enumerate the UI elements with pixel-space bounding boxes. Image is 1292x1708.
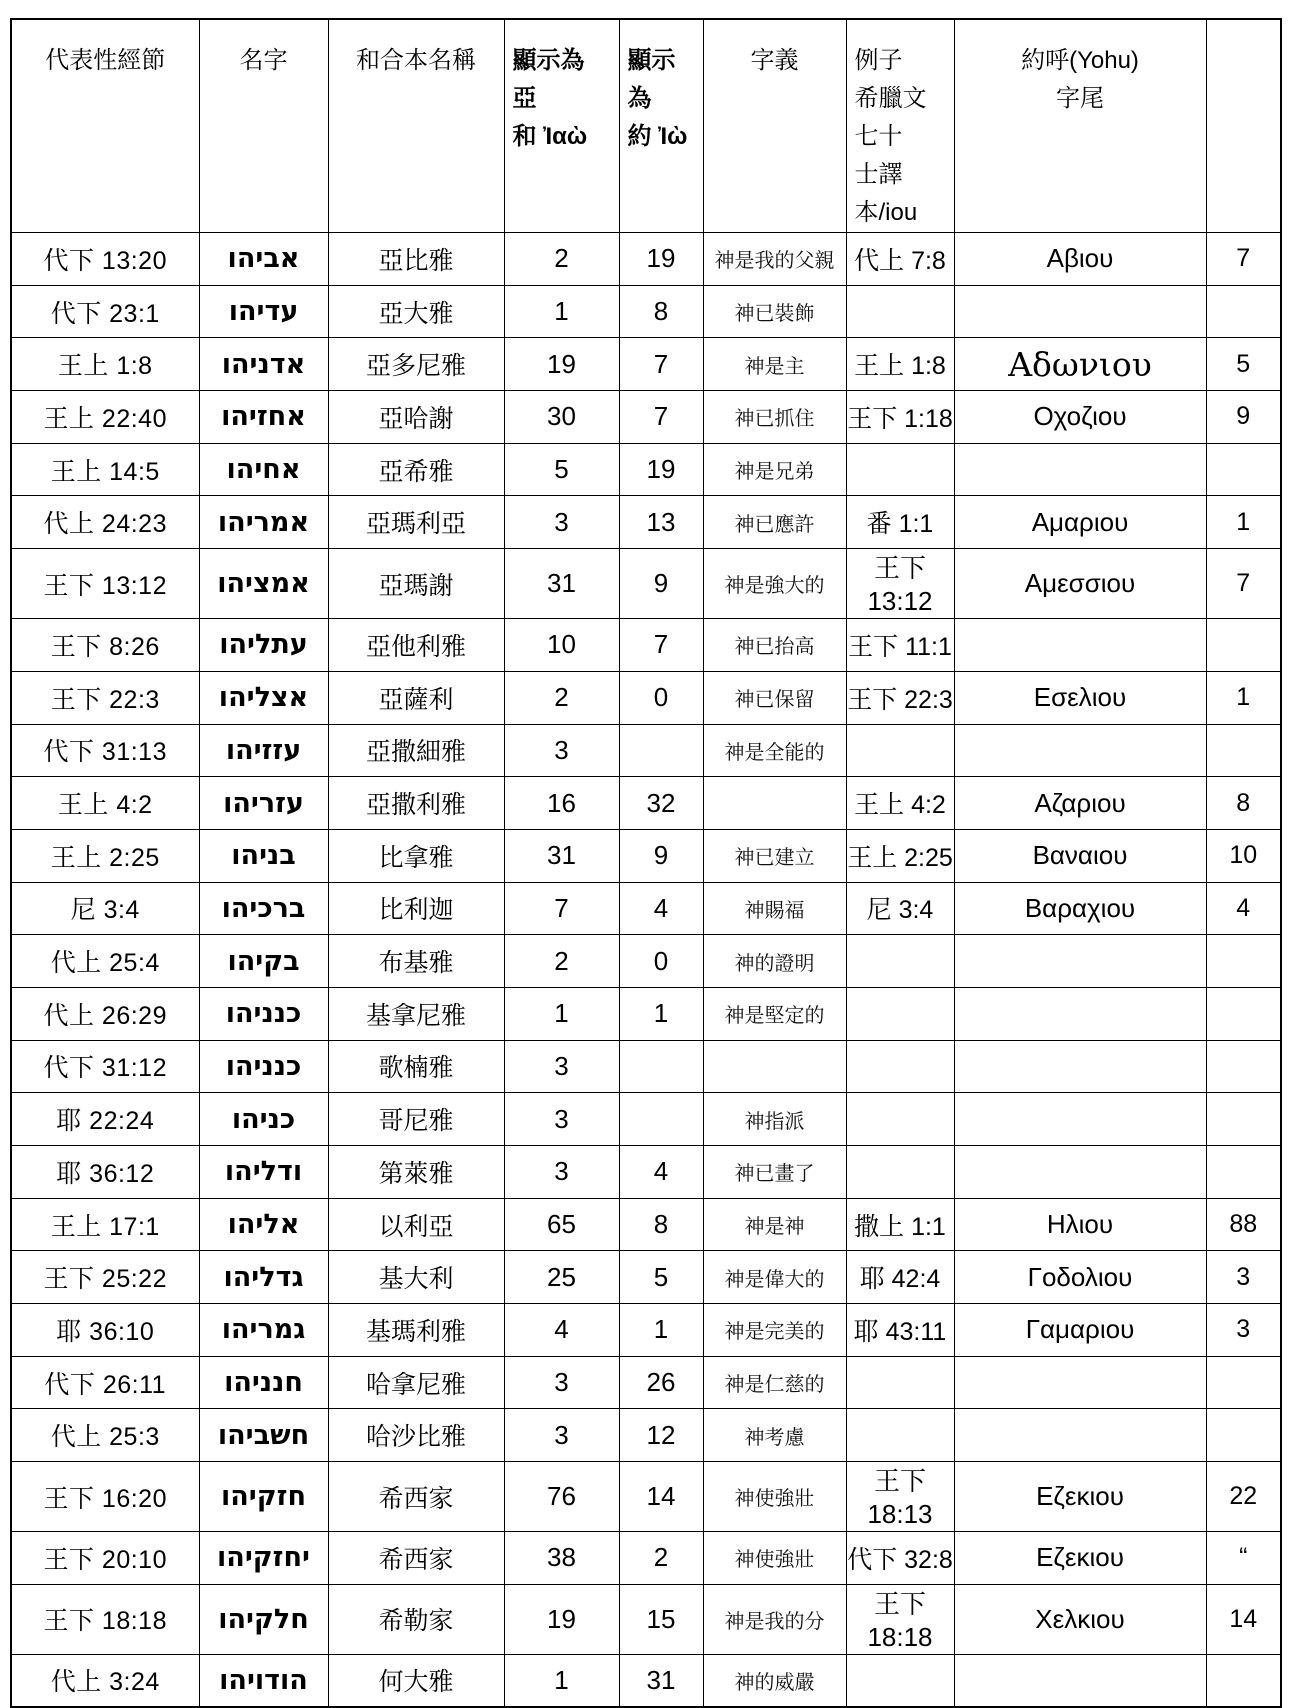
cell-hebrew-name: עתליהו <box>199 619 328 672</box>
header-yo-count <box>619 19 703 233</box>
cell-verse: 代上 25:3 <box>11 1409 199 1462</box>
cell-hebrew-name: כנניהו <box>199 1040 328 1093</box>
cell-hebrew-name: ודליהו <box>199 1146 328 1199</box>
cell-yo-count: 7 <box>619 619 703 672</box>
cell-cuv-name: 亞哈謝 <box>328 391 504 444</box>
cell-ya-count: 3 <box>504 496 619 549</box>
cell-meaning: 神已裝飾 <box>703 285 846 338</box>
cell-verse: 尼 3:4 <box>11 882 199 935</box>
cell-example <box>846 1146 954 1199</box>
table-row <box>11 549 1281 619</box>
cell-greek <box>954 1409 1206 1462</box>
cell-yo-count: 15 <box>619 1584 703 1654</box>
cell-ya-count: 16 <box>504 777 619 830</box>
cell-example: 撒上 1:1 <box>846 1198 954 1251</box>
header-last-empty <box>1206 19 1281 233</box>
cell-yohu-count <box>1206 935 1281 988</box>
cell-example: 王上 2:25 <box>846 829 954 882</box>
header-yo-line1: 顯示為 <box>627 47 676 112</box>
cell-verse: 王上 2:25 <box>11 829 199 882</box>
cell-yo-count: 12 <box>619 1409 703 1462</box>
cell-greek <box>954 619 1206 672</box>
cell-ya-count: 31 <box>504 829 619 882</box>
cell-cuv-name: 希西家 <box>328 1462 504 1532</box>
cell-ya-count: 4 <box>504 1304 619 1357</box>
cell-yohu-count: 14 <box>1206 1584 1281 1654</box>
cell-verse: 王上 17:1 <box>11 1198 199 1251</box>
cell-cuv-name: 亞薩利 <box>328 671 504 724</box>
table-row <box>11 619 1281 672</box>
cell-cuv-name: 亞希雅 <box>328 443 504 496</box>
table-row <box>11 285 1281 338</box>
cell-cuv-name: 哈拿尼雅 <box>328 1356 504 1409</box>
cell-example: 尼 3:4 <box>846 882 954 935</box>
table-header <box>11 19 1281 233</box>
cell-hebrew-name: עדיהו <box>199 285 328 338</box>
table-row <box>11 1198 1281 1251</box>
cell-hebrew-name: בקיהו <box>199 935 328 988</box>
cell-greek: Γοδολιου <box>954 1251 1206 1304</box>
cell-cuv-name: 基大利 <box>328 1251 504 1304</box>
cell-greek: Αμαριου <box>954 496 1206 549</box>
header-ya-line1: 顯示為 亞 <box>512 47 585 112</box>
cell-yo-count: 19 <box>619 443 703 496</box>
cell-example: 耶 43:11 <box>846 1304 954 1357</box>
cell-hebrew-name: ברכיהו <box>199 882 328 935</box>
cell-yo-count <box>619 724 703 777</box>
cell-yohu-count: 5 <box>1206 338 1281 391</box>
cell-yohu-count <box>1206 1040 1281 1093</box>
header-row <box>11 19 1281 233</box>
cell-verse: 代上 24:23 <box>11 496 199 549</box>
cell-cuv-name: 亞瑪利亞 <box>328 496 504 549</box>
cell-example <box>846 443 954 496</box>
cell-example <box>846 987 954 1040</box>
cell-yo-count: 0 <box>619 671 703 724</box>
header-yohu-line1: 約呼(Yohu) <box>1021 47 1139 74</box>
cell-yohu-count <box>1206 285 1281 338</box>
table-row <box>11 777 1281 830</box>
cell-verse: 王下 20:10 <box>11 1532 199 1585</box>
cell-meaning <box>703 777 846 830</box>
cell-ya-count: 3 <box>504 724 619 777</box>
header-example <box>846 19 954 233</box>
table-row <box>11 443 1281 496</box>
cell-ya-count: 65 <box>504 1198 619 1251</box>
cell-ya-count: 5 <box>504 443 619 496</box>
cell-yohu-count: 8 <box>1206 777 1281 830</box>
cell-ya-count: 2 <box>504 671 619 724</box>
cell-example <box>846 1409 954 1462</box>
table-row <box>11 1462 1281 1532</box>
header-example-line2: 希臘文七十 <box>854 85 927 150</box>
cell-yohu-count: 10 <box>1206 829 1281 882</box>
cell-verse: 耶 36:10 <box>11 1304 199 1357</box>
cell-yo-count: 8 <box>619 1198 703 1251</box>
cell-meaning: 神是強大的 <box>703 549 846 619</box>
cell-example: 王下 1:18 <box>846 391 954 444</box>
cell-cuv-name: 希西家 <box>328 1532 504 1585</box>
cell-yohu-count <box>1206 724 1281 777</box>
cell-greek <box>954 987 1206 1040</box>
cell-cuv-name: 比拿雅 <box>328 829 504 882</box>
cell-ya-count: 7 <box>504 882 619 935</box>
table-row <box>11 724 1281 777</box>
cell-meaning: 神的威嚴 <box>703 1654 846 1707</box>
cell-ya-count: 10 <box>504 619 619 672</box>
cell-yohu-count <box>1206 1093 1281 1146</box>
cell-cuv-name: 比利迦 <box>328 882 504 935</box>
table-row <box>11 1304 1281 1357</box>
cell-verse: 王上 22:40 <box>11 391 199 444</box>
cell-meaning: 神賜福 <box>703 882 846 935</box>
cell-yohu-count <box>1206 1654 1281 1707</box>
header-verse: 代表性經節 <box>11 19 199 233</box>
cell-cuv-name: 第萊雅 <box>328 1146 504 1199</box>
cell-meaning: 神是偉大的 <box>703 1251 846 1304</box>
header-cuv-name: 和合本名稱 <box>328 19 504 233</box>
cell-ya-count: 3 <box>504 1146 619 1199</box>
cell-cuv-name: 亞撒利雅 <box>328 777 504 830</box>
cell-greek: Εσελιου <box>954 671 1206 724</box>
cell-example: 耶 42:4 <box>846 1251 954 1304</box>
cell-yo-count: 4 <box>619 1146 703 1199</box>
table-row <box>11 1409 1281 1462</box>
cell-hebrew-name: עזזיהו <box>199 724 328 777</box>
cell-yo-count: 7 <box>619 391 703 444</box>
cell-example <box>846 724 954 777</box>
cell-yohu-count <box>1206 1356 1281 1409</box>
cell-example <box>846 285 954 338</box>
cell-meaning: 神是我的分 <box>703 1584 846 1654</box>
cell-ya-count: 19 <box>504 338 619 391</box>
cell-ya-count: 76 <box>504 1462 619 1532</box>
table-body <box>11 233 1281 1708</box>
cell-verse: 代上 26:29 <box>11 987 199 1040</box>
table-row <box>11 1040 1281 1093</box>
cell-ya-count: 25 <box>504 1251 619 1304</box>
cell-example: 代上 7:8 <box>846 233 954 286</box>
cell-yo-count: 8 <box>619 285 703 338</box>
cell-hebrew-name: חזקיהו <box>199 1462 328 1532</box>
cell-example: 代下 32:8 <box>846 1532 954 1585</box>
header-example-line3: 士譯本/iou <box>854 161 918 226</box>
cell-yo-count: 26 <box>619 1356 703 1409</box>
cell-yo-count <box>619 1040 703 1093</box>
cell-yo-count <box>619 1093 703 1146</box>
cell-verse: 王下 13:12 <box>11 549 199 619</box>
cell-greek <box>954 1146 1206 1199</box>
header-ya-count <box>504 19 619 233</box>
cell-hebrew-name: גדליהו <box>199 1251 328 1304</box>
cell-yohu-count: 1 <box>1206 496 1281 549</box>
cell-example <box>846 1093 954 1146</box>
cell-verse: 代下 31:12 <box>11 1040 199 1093</box>
cell-cuv-name: 哥尼雅 <box>328 1093 504 1146</box>
cell-verse: 代下 13:20 <box>11 233 199 286</box>
cell-example <box>846 1040 954 1093</box>
cell-greek: Αμεσσιου <box>954 549 1206 619</box>
cell-hebrew-name: גמריהו <box>199 1304 328 1357</box>
cell-yo-count: 5 <box>619 1251 703 1304</box>
cell-meaning: 神已應許 <box>703 496 846 549</box>
table-row <box>11 1584 1281 1654</box>
header-yohu-line2: 字尾 <box>1056 85 1104 112</box>
table-row <box>11 671 1281 724</box>
cell-hebrew-name: אדניהו <box>199 338 328 391</box>
cell-cuv-name: 希勒家 <box>328 1584 504 1654</box>
cell-ya-count: 1 <box>504 987 619 1040</box>
cell-yo-count: 19 <box>619 233 703 286</box>
cell-cuv-name: 基拿尼雅 <box>328 987 504 1040</box>
cell-ya-count: 3 <box>504 1040 619 1093</box>
header-ya-line2: 和 Ἰαὼ <box>512 123 588 150</box>
cell-greek: Γαμαριου <box>954 1304 1206 1357</box>
cell-yo-count: 1 <box>619 1304 703 1357</box>
cell-example: 王下 13:12 <box>846 549 954 619</box>
cell-meaning: 神已抬高 <box>703 619 846 672</box>
cell-yohu-count: 1 <box>1206 671 1281 724</box>
cell-ya-count: 19 <box>504 1584 619 1654</box>
cell-yohu-count: 4 <box>1206 882 1281 935</box>
cell-hebrew-name: אמריהו <box>199 496 328 549</box>
cell-cuv-name: 布基雅 <box>328 935 504 988</box>
table-row <box>11 829 1281 882</box>
cell-verse: 王下 22:3 <box>11 671 199 724</box>
table-row <box>11 1532 1281 1585</box>
cell-yo-count: 9 <box>619 829 703 882</box>
cell-greek <box>954 1093 1206 1146</box>
cell-yo-count: 4 <box>619 882 703 935</box>
table-row <box>11 987 1281 1040</box>
cell-hebrew-name: הודויהו <box>199 1654 328 1707</box>
cell-ya-count: 1 <box>504 285 619 338</box>
cell-yohu-count: 3 <box>1206 1251 1281 1304</box>
cell-greek: Οχοζιου <box>954 391 1206 444</box>
header-yo-line2: 約 Ἰὼ <box>627 123 688 150</box>
cell-ya-count: 3 <box>504 1409 619 1462</box>
cell-meaning: 神已保留 <box>703 671 846 724</box>
cell-hebrew-name: אחזיהו <box>199 391 328 444</box>
cell-example: 番 1:1 <box>846 496 954 549</box>
cell-yo-count: 31 <box>619 1654 703 1707</box>
cell-greek <box>954 1654 1206 1707</box>
cell-meaning: 神考慮 <box>703 1409 846 1462</box>
cell-cuv-name: 歌楠雅 <box>328 1040 504 1093</box>
cell-meaning <box>703 1040 846 1093</box>
cell-cuv-name: 亞比雅 <box>328 233 504 286</box>
cell-meaning: 神使強壯 <box>703 1532 846 1585</box>
cell-hebrew-name: חשביהו <box>199 1409 328 1462</box>
cell-hebrew-name: אליהו <box>199 1198 328 1251</box>
cell-verse: 代下 31:13 <box>11 724 199 777</box>
cell-cuv-name: 亞撒細雅 <box>328 724 504 777</box>
cell-greek: Βαναιου <box>954 829 1206 882</box>
table-row <box>11 1146 1281 1199</box>
table-row <box>11 882 1281 935</box>
cell-hebrew-name: יחזקיהו <box>199 1532 328 1585</box>
cell-ya-count: 2 <box>504 935 619 988</box>
cell-yohu-count <box>1206 619 1281 672</box>
cell-meaning: 神的證明 <box>703 935 846 988</box>
cell-greek: Αζαριου <box>954 777 1206 830</box>
cell-hebrew-name: אצליהו <box>199 671 328 724</box>
cell-yo-count: 13 <box>619 496 703 549</box>
cell-greek <box>954 1356 1206 1409</box>
cell-meaning: 神已抓住 <box>703 391 846 444</box>
cell-greek: Αδωνιου <box>954 338 1206 391</box>
cell-meaning: 神指派 <box>703 1093 846 1146</box>
cell-verse: 耶 22:24 <box>11 1093 199 1146</box>
table-row <box>11 1251 1281 1304</box>
cell-example <box>846 935 954 988</box>
header-hebrew-name: 名字 <box>199 19 328 233</box>
cell-verse: 王下 25:22 <box>11 1251 199 1304</box>
cell-greek: Εζεκιου <box>954 1462 1206 1532</box>
cell-ya-count: 30 <box>504 391 619 444</box>
cell-meaning: 神是全能的 <box>703 724 846 777</box>
cell-yohu-count <box>1206 443 1281 496</box>
cell-yohu-count: 7 <box>1206 549 1281 619</box>
cell-greek: Εζεκιου <box>954 1532 1206 1585</box>
cell-yohu-count: 9 <box>1206 391 1281 444</box>
cell-yo-count: 7 <box>619 338 703 391</box>
cell-cuv-name: 何大雅 <box>328 1654 504 1707</box>
table-row <box>11 1093 1281 1146</box>
header-yohu-suffix <box>954 19 1206 233</box>
cell-verse: 王上 1:8 <box>11 338 199 391</box>
cell-verse: 王下 8:26 <box>11 619 199 672</box>
cell-meaning: 神是主 <box>703 338 846 391</box>
cell-meaning: 神是堅定的 <box>703 987 846 1040</box>
cell-hebrew-name: כנניהו <box>199 987 328 1040</box>
cell-example <box>846 1356 954 1409</box>
cell-meaning: 神是我的父親 <box>703 233 846 286</box>
document-sheet <box>10 18 1282 1708</box>
cell-ya-count: 3 <box>504 1093 619 1146</box>
cell-meaning: 神已畫了 <box>703 1146 846 1199</box>
cell-hebrew-name: אחיהו <box>199 443 328 496</box>
cell-greek <box>954 935 1206 988</box>
header-meaning: 字義 <box>703 19 846 233</box>
header-example-line1: 例子 <box>854 47 903 74</box>
cell-greek: Αβιου <box>954 233 1206 286</box>
names-table <box>10 18 1282 1708</box>
cell-example: 王下 18:13 <box>846 1462 954 1532</box>
cell-cuv-name: 亞多尼雅 <box>328 338 504 391</box>
cell-cuv-name: 哈沙比雅 <box>328 1409 504 1462</box>
cell-yohu-count <box>1206 1409 1281 1462</box>
cell-verse: 耶 36:12 <box>11 1146 199 1199</box>
table-row <box>11 391 1281 444</box>
cell-yohu-count: 7 <box>1206 233 1281 286</box>
cell-yo-count: 1 <box>619 987 703 1040</box>
cell-example: 王上 4:2 <box>846 777 954 830</box>
cell-cuv-name: 基瑪利雅 <box>328 1304 504 1357</box>
cell-cuv-name: 亞大雅 <box>328 285 504 338</box>
cell-greek: Ηλιου <box>954 1198 1206 1251</box>
cell-ya-count: 38 <box>504 1532 619 1585</box>
cell-ya-count: 31 <box>504 549 619 619</box>
cell-greek <box>954 724 1206 777</box>
cell-hebrew-name: חלקיהו <box>199 1584 328 1654</box>
cell-verse: 代上 25:4 <box>11 935 199 988</box>
cell-example: 王下 11:1 <box>846 619 954 672</box>
table-row <box>11 338 1281 391</box>
table-row <box>11 1654 1281 1707</box>
table-row <box>11 233 1281 286</box>
cell-hebrew-name: עזריהו <box>199 777 328 830</box>
cell-verse: 代上 3:24 <box>11 1654 199 1707</box>
cell-example: 王下 18:18 <box>846 1584 954 1654</box>
cell-yohu-count: 22 <box>1206 1462 1281 1532</box>
cell-yohu-count: “ <box>1206 1532 1281 1585</box>
cell-yo-count: 0 <box>619 935 703 988</box>
cell-verse: 代下 26:11 <box>11 1356 199 1409</box>
cell-meaning: 神是仁慈的 <box>703 1356 846 1409</box>
cell-example <box>846 1654 954 1707</box>
cell-greek: Χελκιου <box>954 1584 1206 1654</box>
cell-hebrew-name: כניהו <box>199 1093 328 1146</box>
cell-verse: 王下 16:20 <box>11 1462 199 1532</box>
cell-yo-count: 14 <box>619 1462 703 1532</box>
cell-meaning: 神是完美的 <box>703 1304 846 1357</box>
cell-verse: 王上 14:5 <box>11 443 199 496</box>
cell-verse: 王上 4:2 <box>11 777 199 830</box>
cell-hebrew-name: חנניהו <box>199 1356 328 1409</box>
cell-yohu-count <box>1206 987 1281 1040</box>
cell-yohu-count: 88 <box>1206 1198 1281 1251</box>
cell-hebrew-name: אביהו <box>199 233 328 286</box>
cell-greek <box>954 285 1206 338</box>
cell-greek: Βαραχιου <box>954 882 1206 935</box>
cell-ya-count: 3 <box>504 1356 619 1409</box>
cell-cuv-name: 亞瑪謝 <box>328 549 504 619</box>
cell-meaning: 神使強壯 <box>703 1462 846 1532</box>
cell-meaning: 神是兄弟 <box>703 443 846 496</box>
cell-ya-count: 1 <box>504 1654 619 1707</box>
cell-hebrew-name: בניהו <box>199 829 328 882</box>
cell-cuv-name: 以利亞 <box>328 1198 504 1251</box>
cell-yohu-count <box>1206 1146 1281 1199</box>
cell-yo-count: 32 <box>619 777 703 830</box>
cell-yo-count: 2 <box>619 1532 703 1585</box>
cell-verse: 代下 23:1 <box>11 285 199 338</box>
table-row <box>11 496 1281 549</box>
cell-ya-count: 2 <box>504 233 619 286</box>
cell-meaning: 神是神 <box>703 1198 846 1251</box>
cell-yohu-count: 3 <box>1206 1304 1281 1357</box>
cell-yo-count: 9 <box>619 549 703 619</box>
cell-hebrew-name: אמציהו <box>199 549 328 619</box>
cell-verse: 王下 18:18 <box>11 1584 199 1654</box>
cell-greek <box>954 443 1206 496</box>
cell-example: 王上 1:8 <box>846 338 954 391</box>
cell-cuv-name: 亞他利雅 <box>328 619 504 672</box>
cell-meaning: 神已建立 <box>703 829 846 882</box>
cell-example: 王下 22:3 <box>846 671 954 724</box>
cell-greek <box>954 1040 1206 1093</box>
table-row <box>11 1356 1281 1409</box>
table-row <box>11 935 1281 988</box>
